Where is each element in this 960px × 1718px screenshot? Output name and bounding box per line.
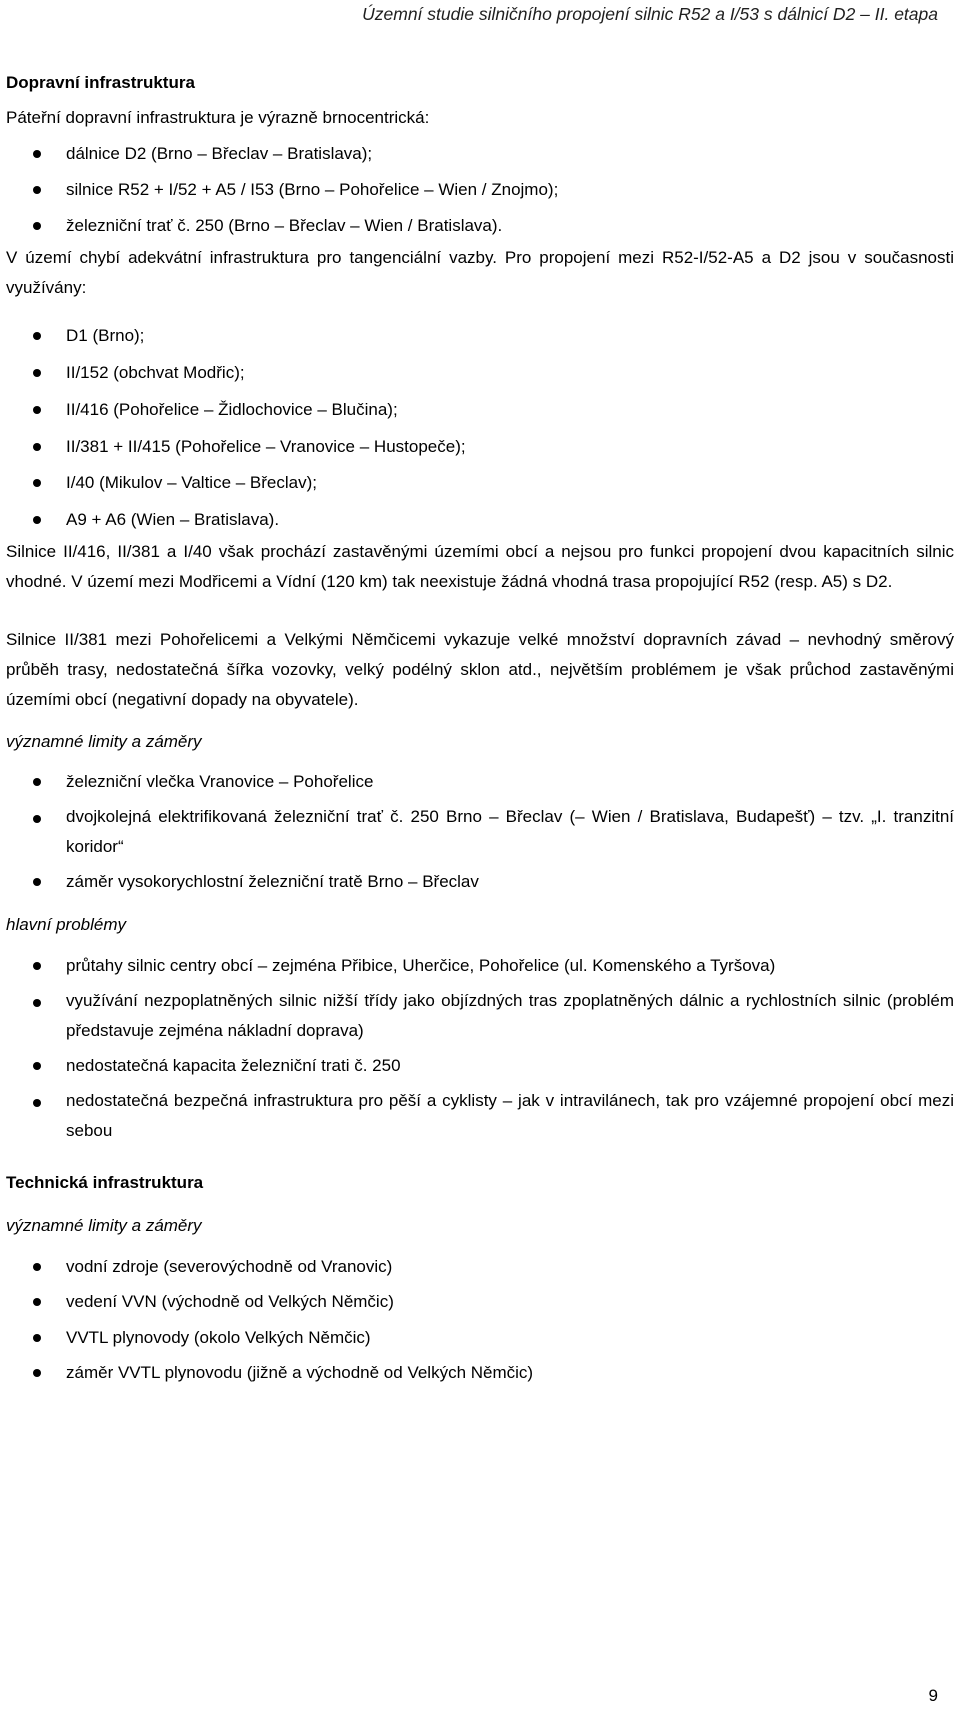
bullet-icon xyxy=(33,516,41,524)
list-item: vodní zdroje (severovýchodně od Vranovic) xyxy=(66,1257,393,1276)
list-item: záměr vysokorychlostní železniční tratě Brno – Břeclav xyxy=(66,872,479,891)
problems-heading: hlavní problémy xyxy=(6,915,127,934)
list-item: dálnice D2 (Brno – Břeclav – Bratislava); xyxy=(66,144,373,163)
list-item: II/416 (Pohořelice – Židlochovice – Blučina); xyxy=(66,400,398,419)
page-header: Územní studie silničního propojení silnic R52 a I/53 s dálnicí D2 – II. etapa xyxy=(362,4,938,24)
list-item: silnice R52 + I/52 + A5 / I53 (Brno – Pohořelice – Wien / Znojmo); xyxy=(66,180,559,199)
section-heading-transport: Dopravní infrastruktura xyxy=(6,73,195,92)
bullet-icon xyxy=(33,1062,41,1070)
list-item: železniční vlečka Vranovice – Pohořelice xyxy=(66,772,374,791)
bullet-icon xyxy=(33,332,41,340)
paragraph-tangential: V území chybí adekvátní infrastruktura pro tangenciální vazby. Pro propojení mezi R52-I/52-A5 a D2 jsou v současnosti využívány: xyxy=(6,248,954,297)
bullet-icon xyxy=(33,443,41,451)
bullet-icon xyxy=(33,962,41,970)
bullet-icon xyxy=(33,1334,41,1342)
list-item: průtahy silnic centry obcí – zejména Přibice, Uherčice, Pohořelice (ul. Komenského a Tyršova) xyxy=(66,956,776,975)
limits-heading: významné limity a záměry xyxy=(6,1216,202,1235)
paragraph-roads: Silnice II/416, II/381 a I/40 však prochází zastavěnými územími obcí a nejsou pro funkci propojení dvou kapacitních silnic vhodné. V území mezi Modřicemi a Vídní (120 km) tak neexistuje žádná vhodná trasa propojující R52 (resp. A5) s D2. xyxy=(6,542,954,591)
section-heading-technical: Technická infrastruktura xyxy=(6,1173,204,1192)
list-item: II/152 (obchvat Modřic); xyxy=(66,363,245,382)
bullet-icon xyxy=(33,406,41,414)
bullet-icon xyxy=(33,479,41,487)
bullet-icon xyxy=(33,369,41,377)
bullet-icon xyxy=(33,150,41,158)
list-item: D1 (Brno); xyxy=(66,326,145,345)
bullet-icon xyxy=(33,1099,41,1107)
list-item: I/40 (Mikulov – Valtice – Břeclav); xyxy=(66,473,317,492)
bullet-icon xyxy=(33,1369,41,1377)
list-item: nedostatečná bezpečná infrastruktura pro pěší a cyklisty – jak v intravilánech, tak pro vzájemné propojení obcí mezi sebou xyxy=(66,1091,954,1140)
list-item: využívání nezpoplatněných silnic nižší třídy jako objízdných tras zpoplatněných dálnic a rychlostních silnic (problém představuje zejména nákladní doprava) xyxy=(66,991,954,1040)
list-item: vedení VVN (východně od Velkých Němčic) xyxy=(66,1292,394,1311)
bullet-icon xyxy=(33,1298,41,1306)
list-item: A9 + A6 (Wien – Bratislava). xyxy=(66,510,280,529)
list-item: nedostatečná kapacita železniční trati č. 250 xyxy=(66,1056,401,1075)
bullet-icon xyxy=(33,999,41,1007)
bullet-icon xyxy=(33,815,41,823)
bullet-icon xyxy=(33,186,41,194)
list-item: II/381 + II/415 (Pohořelice – Vranovice – Hustopeče); xyxy=(66,437,466,456)
list-item: železniční trať č. 250 (Brno – Břeclav – Wien / Bratislava). xyxy=(66,216,503,235)
bullet-icon xyxy=(33,222,41,230)
list-item: VVTL plynovody (okolo Velkých Němčic) xyxy=(66,1328,371,1347)
paragraph-road-381: Silnice II/381 mezi Pohořelicemi a Velkými Němčicemi vykazuje velké množství dopravních závad – nevhodný směrový průběh trasy, nedostatečná šířka vozovky, velký podélný sklon atd., největším problémem je však průchod zastavěnými územími obcí (negativní dopady na obyvatele). xyxy=(6,630,954,709)
list-item: záměr VVTL plynovodu (jižně a východně od Velkých Němčic) xyxy=(66,1363,534,1382)
limits-heading: významné limity a záměry xyxy=(6,732,202,751)
bullet-icon xyxy=(33,1263,41,1271)
list-item: dvojkolejná elektrifikovaná železniční trať č. 250 Brno – Břeclav (– Wien / Bratislava, Budapešť) – tzv. „I. tranzitní koridor“ xyxy=(66,807,954,856)
page-number: 9 xyxy=(928,1686,938,1705)
bullet-icon xyxy=(33,778,41,786)
intro-text: Páteřní dopravní infrastruktura je výrazně brnocentrická: xyxy=(6,108,430,127)
bullet-icon xyxy=(33,878,41,886)
